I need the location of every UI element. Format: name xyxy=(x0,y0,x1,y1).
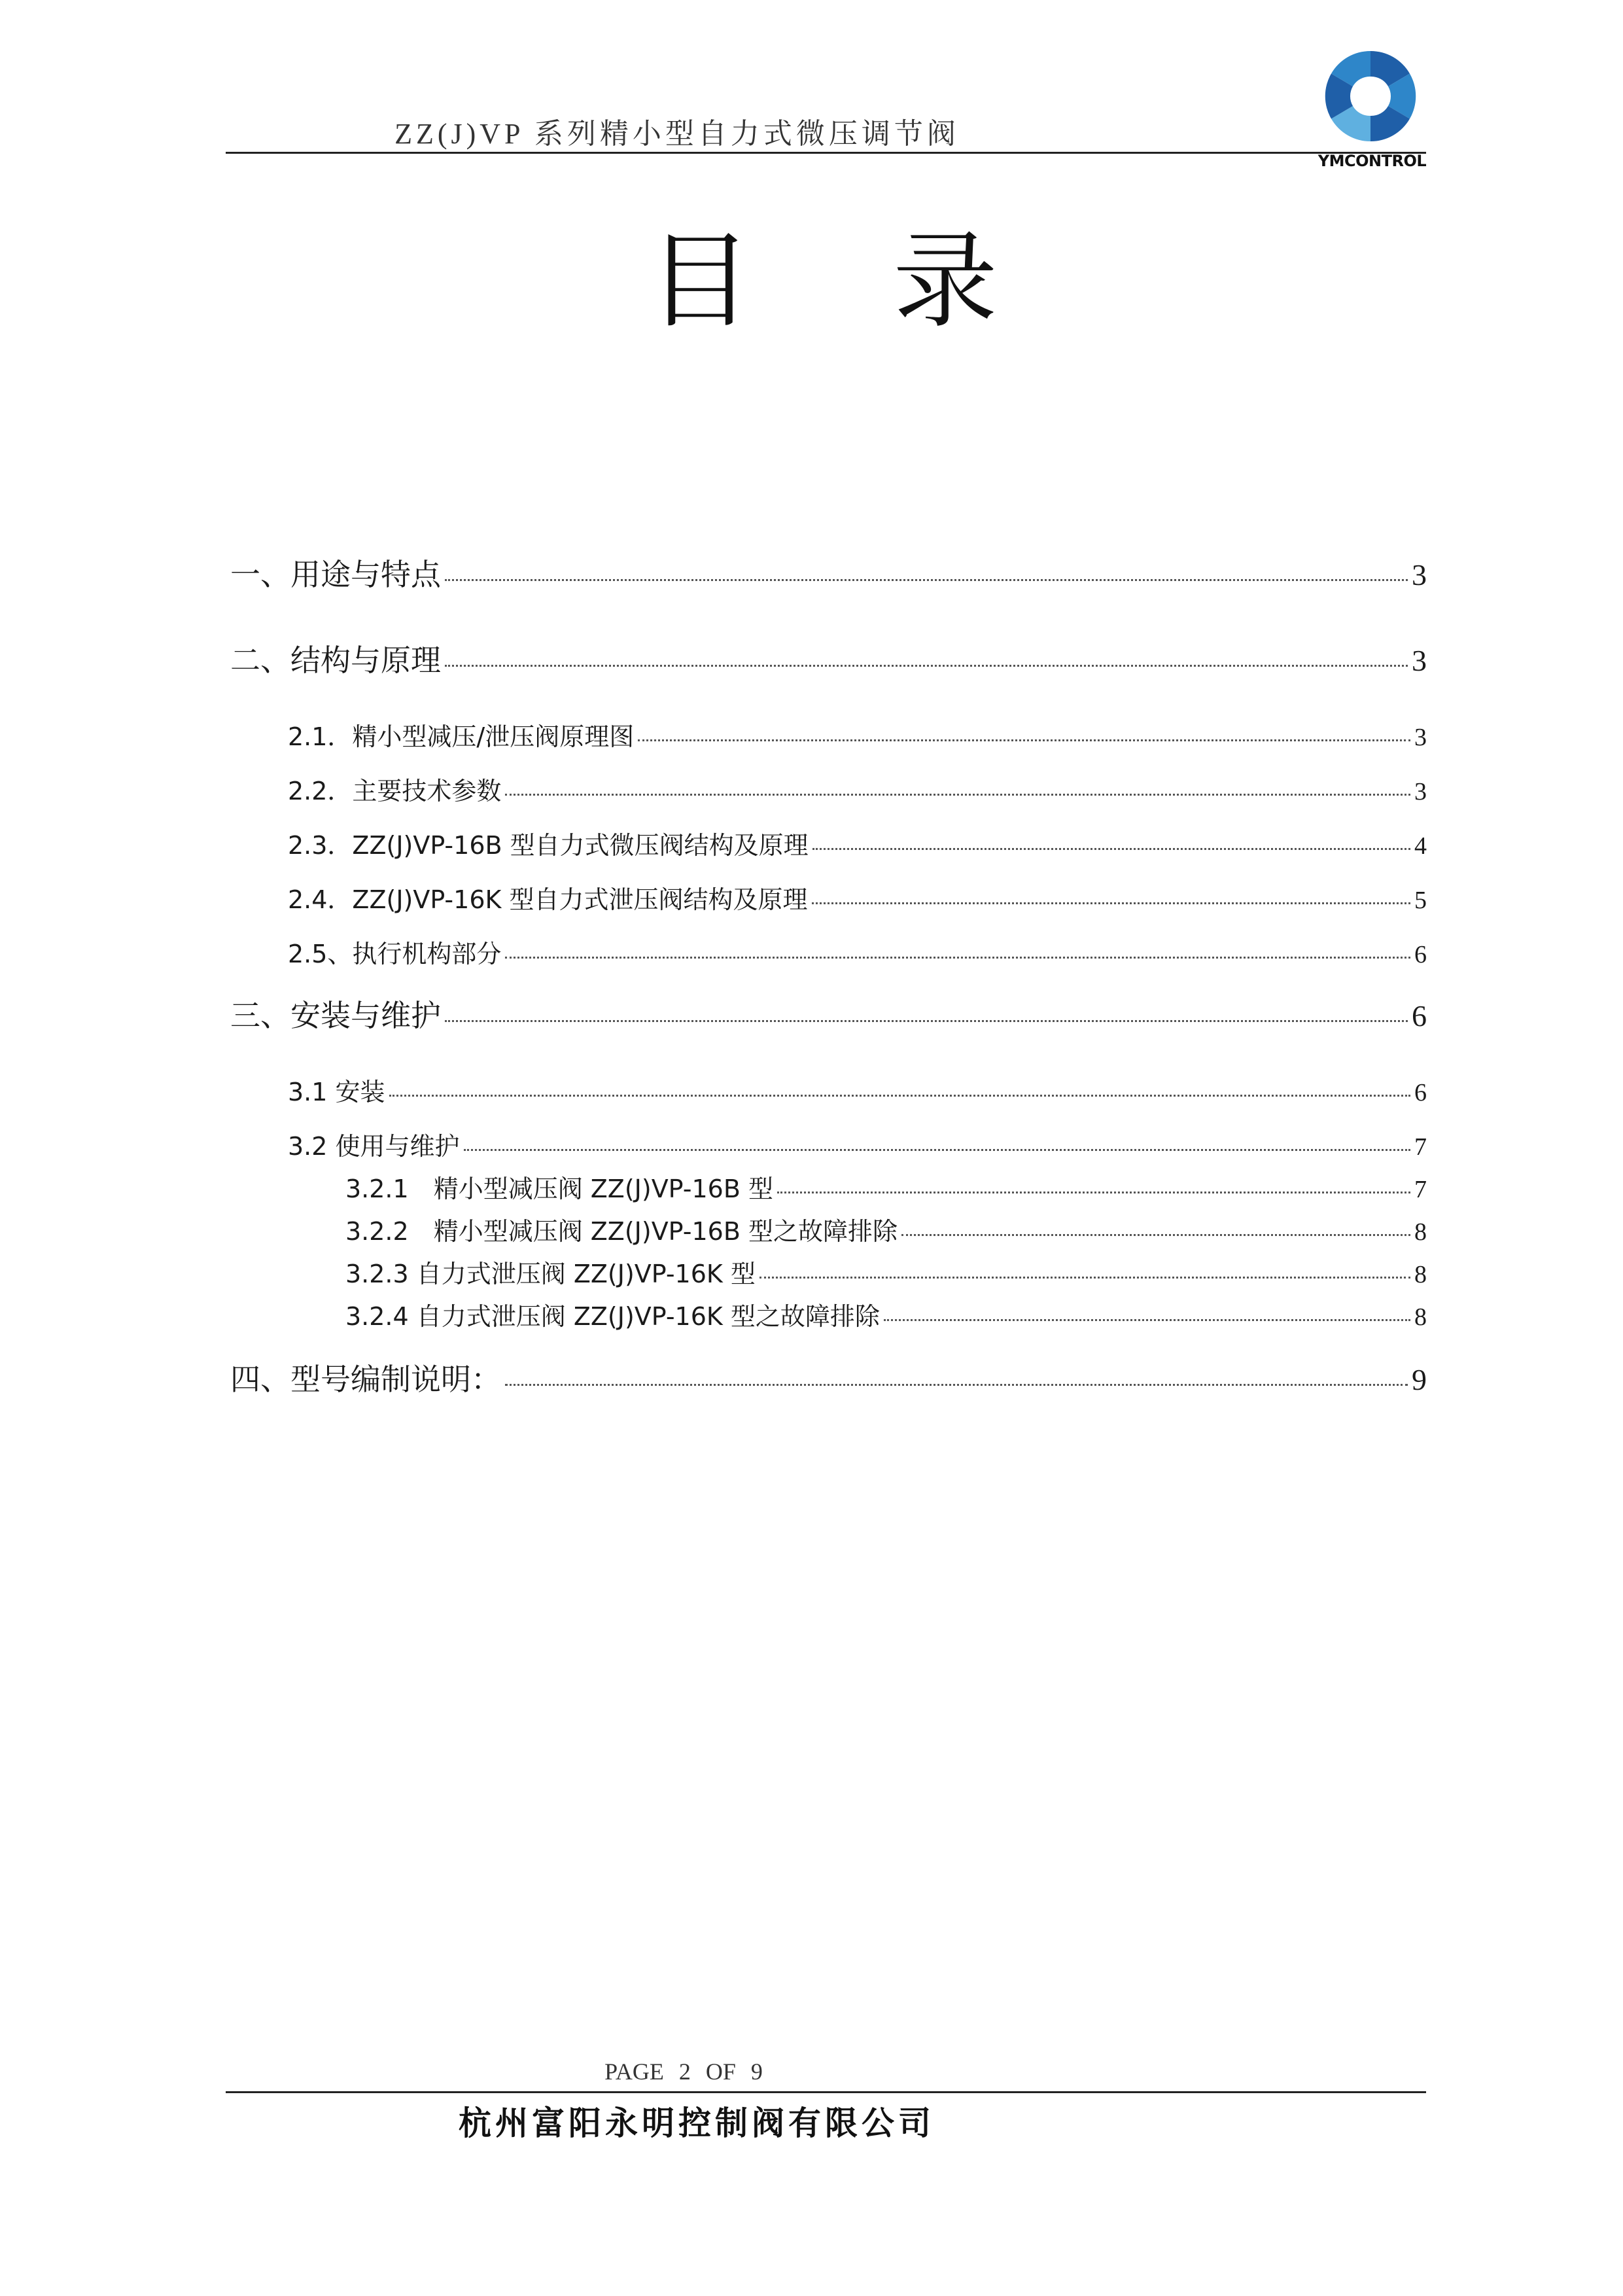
toc-label: 2.5、执行机构部分 xyxy=(288,940,502,968)
toc-label: 3.2.3 自力式泄压阀 ZZ(J)VP-16K 型 xyxy=(345,1260,756,1288)
toc-leader xyxy=(812,848,1410,850)
toc-page-number: 3 xyxy=(1414,778,1427,805)
toc-heading-char-1: 目 xyxy=(648,220,753,342)
toc-label: 一、用途与特点 xyxy=(230,557,441,592)
toc-label: 三、安装与维护 xyxy=(230,998,441,1033)
toc-page-number: 5 xyxy=(1414,887,1427,914)
toc-leader xyxy=(812,902,1411,904)
toc-entry-2-4[interactable] xyxy=(288,879,1427,915)
toc-page-number: 7 xyxy=(1414,1176,1427,1203)
toc-leader xyxy=(505,794,1410,796)
toc-label: 2.2．主要技术参数 xyxy=(288,777,502,805)
toc-page-number: 3 xyxy=(1412,644,1427,677)
toc-leader xyxy=(505,1384,1408,1386)
footer-rule xyxy=(226,2091,1426,2093)
toc-leader xyxy=(884,1319,1410,1321)
toc-entry-2-2[interactable] xyxy=(288,771,1427,807)
toc-page-number: 8 xyxy=(1414,1303,1427,1331)
toc-label: 2.3．ZZ(J)VP-16B 型自力式微压阀结构及原理 xyxy=(288,831,809,860)
toc-label: 2.1．精小型减压/泄压阀原理图 xyxy=(288,722,635,751)
toc-label: 3.2.1 精小型减压阀 ZZ(J)VP-16B 型 xyxy=(345,1174,773,1203)
toc-entry-3-2-3[interactable] xyxy=(345,1254,1427,1290)
toc-entry-2-5[interactable] xyxy=(288,934,1427,970)
toc-page-number: 6 xyxy=(1412,999,1427,1033)
toc-leader xyxy=(445,1020,1408,1022)
toc-entry-3-2-2[interactable] xyxy=(345,1211,1427,1247)
header-rule xyxy=(226,152,1426,154)
toc-leader xyxy=(638,739,1410,741)
toc-entry-3-2-4[interactable] xyxy=(345,1296,1427,1332)
toc-entry-3-2[interactable] xyxy=(288,1126,1427,1162)
toc-entry-1[interactable] xyxy=(230,551,1427,594)
toc-entry-2[interactable] xyxy=(230,637,1427,680)
toc-label: 3.2 使用与维护 xyxy=(288,1132,460,1161)
toc-leader xyxy=(759,1277,1410,1279)
toc-page-number: 8 xyxy=(1414,1261,1427,1288)
ymcontrol-swirl-logo-icon xyxy=(1321,47,1420,145)
footer-page-number: PAGE 2 OF 9 xyxy=(604,2058,763,2085)
toc-page-number: 3 xyxy=(1412,558,1427,592)
toc-entry-2-1[interactable] xyxy=(288,716,1427,752)
toc-entry-2-3[interactable] xyxy=(288,825,1427,861)
header-title: ZZ(J)VP 系列精小型自力式微压调节阀 xyxy=(394,118,960,150)
toc-leader xyxy=(445,665,1408,667)
toc-label: 3.2.2 精小型减压阀 ZZ(J)VP-16B 型之故障排除 xyxy=(345,1217,898,1246)
footer-company-name: 杭州富阳永明控制阀有限公司 xyxy=(459,2104,935,2142)
toc-page-number: 6 xyxy=(1414,1079,1427,1106)
company-logo xyxy=(1315,47,1426,168)
toc-page-number: 4 xyxy=(1414,832,1427,860)
toc-heading-char-2: 录 xyxy=(893,220,998,342)
toc-page-number: 6 xyxy=(1414,941,1427,968)
toc-page-number: 7 xyxy=(1414,1133,1427,1161)
toc-label: 3.2.4 自力式泄压阀 ZZ(J)VP-16K 型之故障排除 xyxy=(345,1302,880,1331)
toc-leader xyxy=(901,1234,1410,1236)
toc-label: 2.4．ZZ(J)VP-16K 型自力式泄压阀结构及原理 xyxy=(288,885,808,914)
toc-leader xyxy=(464,1149,1410,1151)
toc-page-number: 9 xyxy=(1412,1363,1427,1396)
toc-label: 四、型号编制说明： xyxy=(230,1362,501,1397)
logo-text: YMCONTROL xyxy=(1318,152,1427,170)
toc-leader xyxy=(445,579,1408,581)
toc-entry-3-2-1[interactable] xyxy=(345,1169,1427,1205)
toc-entry-3-1[interactable] xyxy=(288,1072,1427,1108)
toc-leader xyxy=(505,957,1410,959)
toc-entry-4[interactable] xyxy=(230,1356,1427,1399)
toc-leader xyxy=(389,1095,1410,1097)
toc-leader xyxy=(777,1192,1410,1193)
toc-label: 二、结构与原理 xyxy=(230,643,441,678)
toc-entry-3[interactable] xyxy=(230,992,1427,1035)
toc-label: 3.1 安装 xyxy=(288,1078,385,1106)
toc-page-number: 8 xyxy=(1414,1218,1427,1246)
toc-page-number: 3 xyxy=(1414,724,1427,751)
